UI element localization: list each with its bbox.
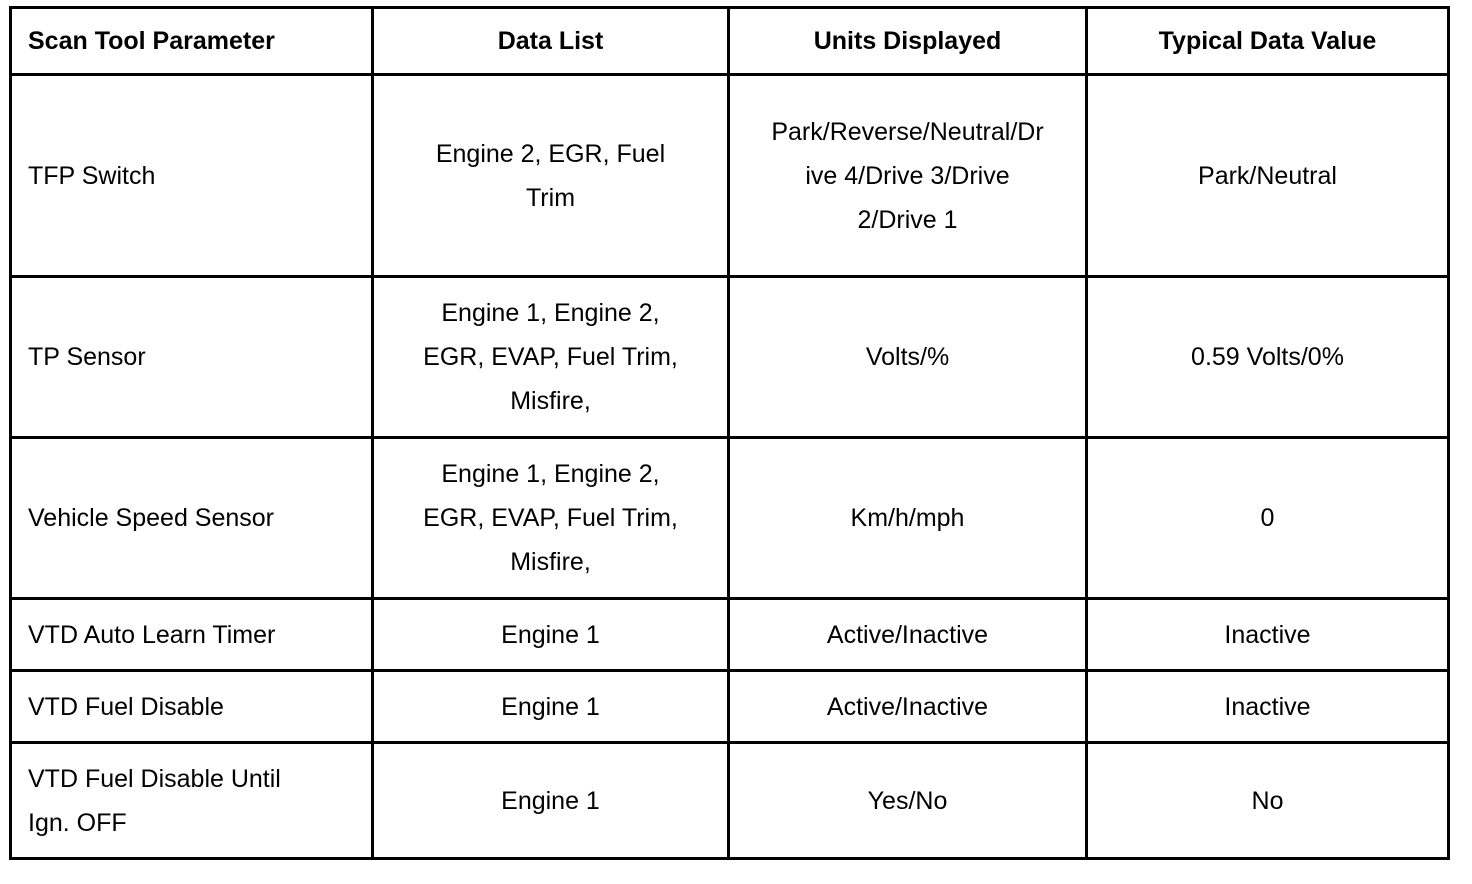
cell-text-line: Engine 1 bbox=[501, 692, 600, 721]
table-row bbox=[11, 671, 1449, 743]
cell-text-line: EGR, EVAP, Fuel Trim, bbox=[423, 504, 678, 532]
table-row bbox=[11, 75, 1449, 277]
cell-units-displayed bbox=[729, 671, 1087, 743]
cell-typical-data-value bbox=[1087, 743, 1449, 859]
header-typical-data-value: Typical Data Value bbox=[1087, 8, 1449, 75]
cell-units-displayed bbox=[729, 743, 1087, 859]
cell-data-list bbox=[373, 277, 729, 438]
cell-text-line: Misfire, bbox=[510, 548, 591, 576]
cell-text-line: Ign. OFF bbox=[28, 808, 127, 837]
cell-units-displayed bbox=[729, 277, 1087, 438]
cell-text-line: Engine 1 bbox=[501, 620, 600, 649]
cell-parameter bbox=[11, 671, 373, 743]
cell-text-line: EGR, EVAP, Fuel Trim, bbox=[423, 343, 678, 371]
cell-units-displayed bbox=[729, 599, 1087, 671]
cell-data-list bbox=[373, 743, 729, 859]
table-header-row bbox=[11, 8, 1449, 75]
table-row bbox=[11, 599, 1449, 671]
cell-units-displayed bbox=[729, 438, 1087, 599]
cell-text-line: Park/Neutral bbox=[1198, 161, 1337, 190]
cell-text-line: Yes/No bbox=[867, 786, 948, 815]
cell-text-line: TFP Switch bbox=[28, 161, 156, 190]
cell-text-line: Misfire, bbox=[510, 387, 591, 415]
cell-text-line: Engine 2, EGR, Fuel bbox=[435, 139, 666, 168]
cell-text-line: No bbox=[1251, 786, 1284, 815]
cell-text-line: TP Sensor bbox=[28, 343, 146, 371]
header-data-list: Data List bbox=[373, 8, 729, 75]
cell-text-line: 2/Drive 1 bbox=[857, 205, 958, 234]
cell-parameter bbox=[11, 599, 373, 671]
cell-data-list bbox=[373, 671, 729, 743]
cell-text-line: 0 bbox=[1260, 504, 1275, 532]
cell-text-line: 0.59 Volts/0% bbox=[1191, 343, 1344, 371]
cell-text-line: Volts/% bbox=[865, 343, 950, 371]
header-units-displayed: Units Displayed bbox=[729, 8, 1087, 75]
table-row bbox=[11, 438, 1449, 599]
cell-typical-data-value bbox=[1087, 599, 1449, 671]
cell-text-line: Km/h/mph bbox=[850, 504, 965, 532]
cell-text-line: Active/Inactive bbox=[826, 620, 989, 649]
cell-text-line: Inactive bbox=[1224, 692, 1311, 721]
cell-text-line: Park/Reverse/Neutral/Dr bbox=[771, 117, 1044, 146]
cell-parameter bbox=[11, 277, 373, 438]
cell-text-line: ive 4/Drive 3/Drive bbox=[805, 161, 1010, 190]
cell-text-line: VTD Auto Learn Timer bbox=[28, 620, 276, 649]
cell-text-line: Inactive bbox=[1224, 620, 1311, 649]
cell-parameter bbox=[11, 75, 373, 277]
cell-text-line: Engine 1 bbox=[501, 786, 600, 815]
cell-typical-data-value bbox=[1087, 277, 1449, 438]
cell-typical-data-value bbox=[1087, 671, 1449, 743]
cell-text-line: Vehicle Speed Sensor bbox=[28, 504, 275, 532]
cell-units-displayed bbox=[729, 75, 1087, 277]
cell-data-list bbox=[373, 75, 729, 277]
cell-parameter bbox=[11, 743, 373, 859]
cell-data-list bbox=[373, 599, 729, 671]
cell-text-line: Engine 1, Engine 2, bbox=[441, 299, 660, 327]
header-scan-tool-parameter: Scan Tool Parameter bbox=[11, 8, 373, 75]
cell-text-line: Engine 1, Engine 2, bbox=[441, 460, 660, 488]
cell-typical-data-value bbox=[1087, 75, 1449, 277]
cell-text-line: VTD Fuel Disable bbox=[28, 692, 224, 721]
cell-parameter bbox=[11, 438, 373, 599]
table-row bbox=[11, 277, 1449, 438]
cell-data-list bbox=[373, 438, 729, 599]
cell-text-line: Trim bbox=[525, 183, 576, 212]
cell-text-line: VTD Fuel Disable Until bbox=[28, 764, 281, 793]
cell-typical-data-value bbox=[1087, 438, 1449, 599]
scan-tool-data-table bbox=[9, 6, 1450, 860]
cell-text-line: Active/Inactive bbox=[826, 692, 989, 721]
table-row bbox=[11, 743, 1449, 859]
